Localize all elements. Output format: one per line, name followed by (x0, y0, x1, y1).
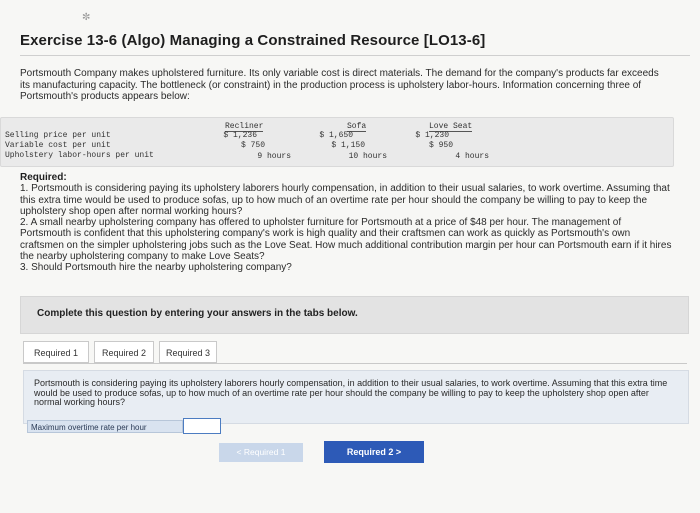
next-required-button[interactable]: Required 2 > (324, 441, 424, 463)
row-label-selling-price: Selling price per unit (5, 131, 111, 140)
required-item-1: 1. Portsmouth is considering paying its upholstery laborers hourly compensation, in addition to their usual salaries, to work overtime. Assuming that this extra time would be used to produce sofas, up to how much of an overtime rate per hour should the company be willing to pay to keep the upholstery shop open after normal working hours? (20, 183, 670, 217)
page-title: Exercise 13-6 (Algo) Managing a Constrained Resource [LO13-6] (20, 32, 486, 49)
column-header-love-seat: Love Seat (429, 122, 473, 131)
product-data-table (0, 117, 674, 167)
cell-recliner-hours: 9 hours (257, 152, 291, 161)
required-item-2: 2. A small nearby upholstering company has offered to upholster furniture for Portsmouth at a price of $48 per hour. The management of Portsmouth is confident that this upholstering company's work is high quality and their craftsmen can work as quickly as Portsmouth's own craftsmen on the simpler upholstering jobs such as the Love Seat. How much additional contribution margin per hour can Portsmouth earn if it hires the nearby upholstering company to make Love Seats? (20, 217, 672, 263)
tab-required-2[interactable]: Required 2 (94, 341, 154, 363)
cell-sofa-price: $ 1,650 (319, 131, 353, 140)
tab-divider (23, 363, 687, 364)
max-overtime-rate-input[interactable] (183, 418, 221, 434)
cell-love-seat-cost: $ 950 (428, 141, 453, 150)
question-panel (23, 370, 689, 424)
required-item-3: 3. Should Portsmouth hire the nearby upholstering company? (20, 262, 292, 274)
intro-paragraph: Portsmouth Company makes upholstered furniture. Its only variable cost is direct materials. The demand for the company's products far exceeds its manufacturing capacity. The bottleneck (or constraint) in the production process is upholstery labor-hours. Information concerning three of Portsmouth's products appears below: (20, 68, 659, 102)
cell-recliner-price: $ 1,236 (223, 131, 257, 140)
column-header-sofa: Sofa (347, 122, 367, 131)
cell-love-seat-price: $ 1,230 (415, 131, 449, 140)
tab-required-3[interactable]: Required 3 (159, 341, 217, 363)
cell-sofa-hours: 10 hours (348, 152, 387, 161)
cell-sofa-cost: $ 1,150 (331, 141, 365, 150)
cell-love-seat-hours: 4 hours (455, 152, 489, 161)
required-section (20, 172, 672, 274)
required-heading: Required: (20, 172, 67, 183)
cell-recliner-cost: $ 750 (240, 141, 265, 150)
spinner-icon: ✼ (82, 12, 91, 23)
row-label-labor-hours: Upholstery labor-hours per unit (5, 151, 154, 160)
max-overtime-rate-label: Maximum overtime rate per hour (27, 420, 183, 433)
title-divider (20, 55, 690, 56)
row-label-variable-cost: Variable cost per unit (5, 141, 111, 150)
panel-question-text: Portsmouth is considering paying its upholstery laborers hourly compensation, in addition to their usual salaries, to work overtime. Assuming that this extra time would be used to produce sofas, up to how much of an overtime rate per hour should the company be willing to pay to keep the upholstery shop open after normal working hours? (34, 378, 668, 408)
instruction-text: Complete this question by entering your answers in the tabs below. (37, 308, 358, 319)
tab-required-1[interactable]: Required 1 (23, 341, 89, 363)
column-header-recliner: Recliner (225, 122, 264, 131)
previous-required-button[interactable]: < Required 1 (219, 443, 303, 462)
instruction-box (20, 296, 689, 334)
